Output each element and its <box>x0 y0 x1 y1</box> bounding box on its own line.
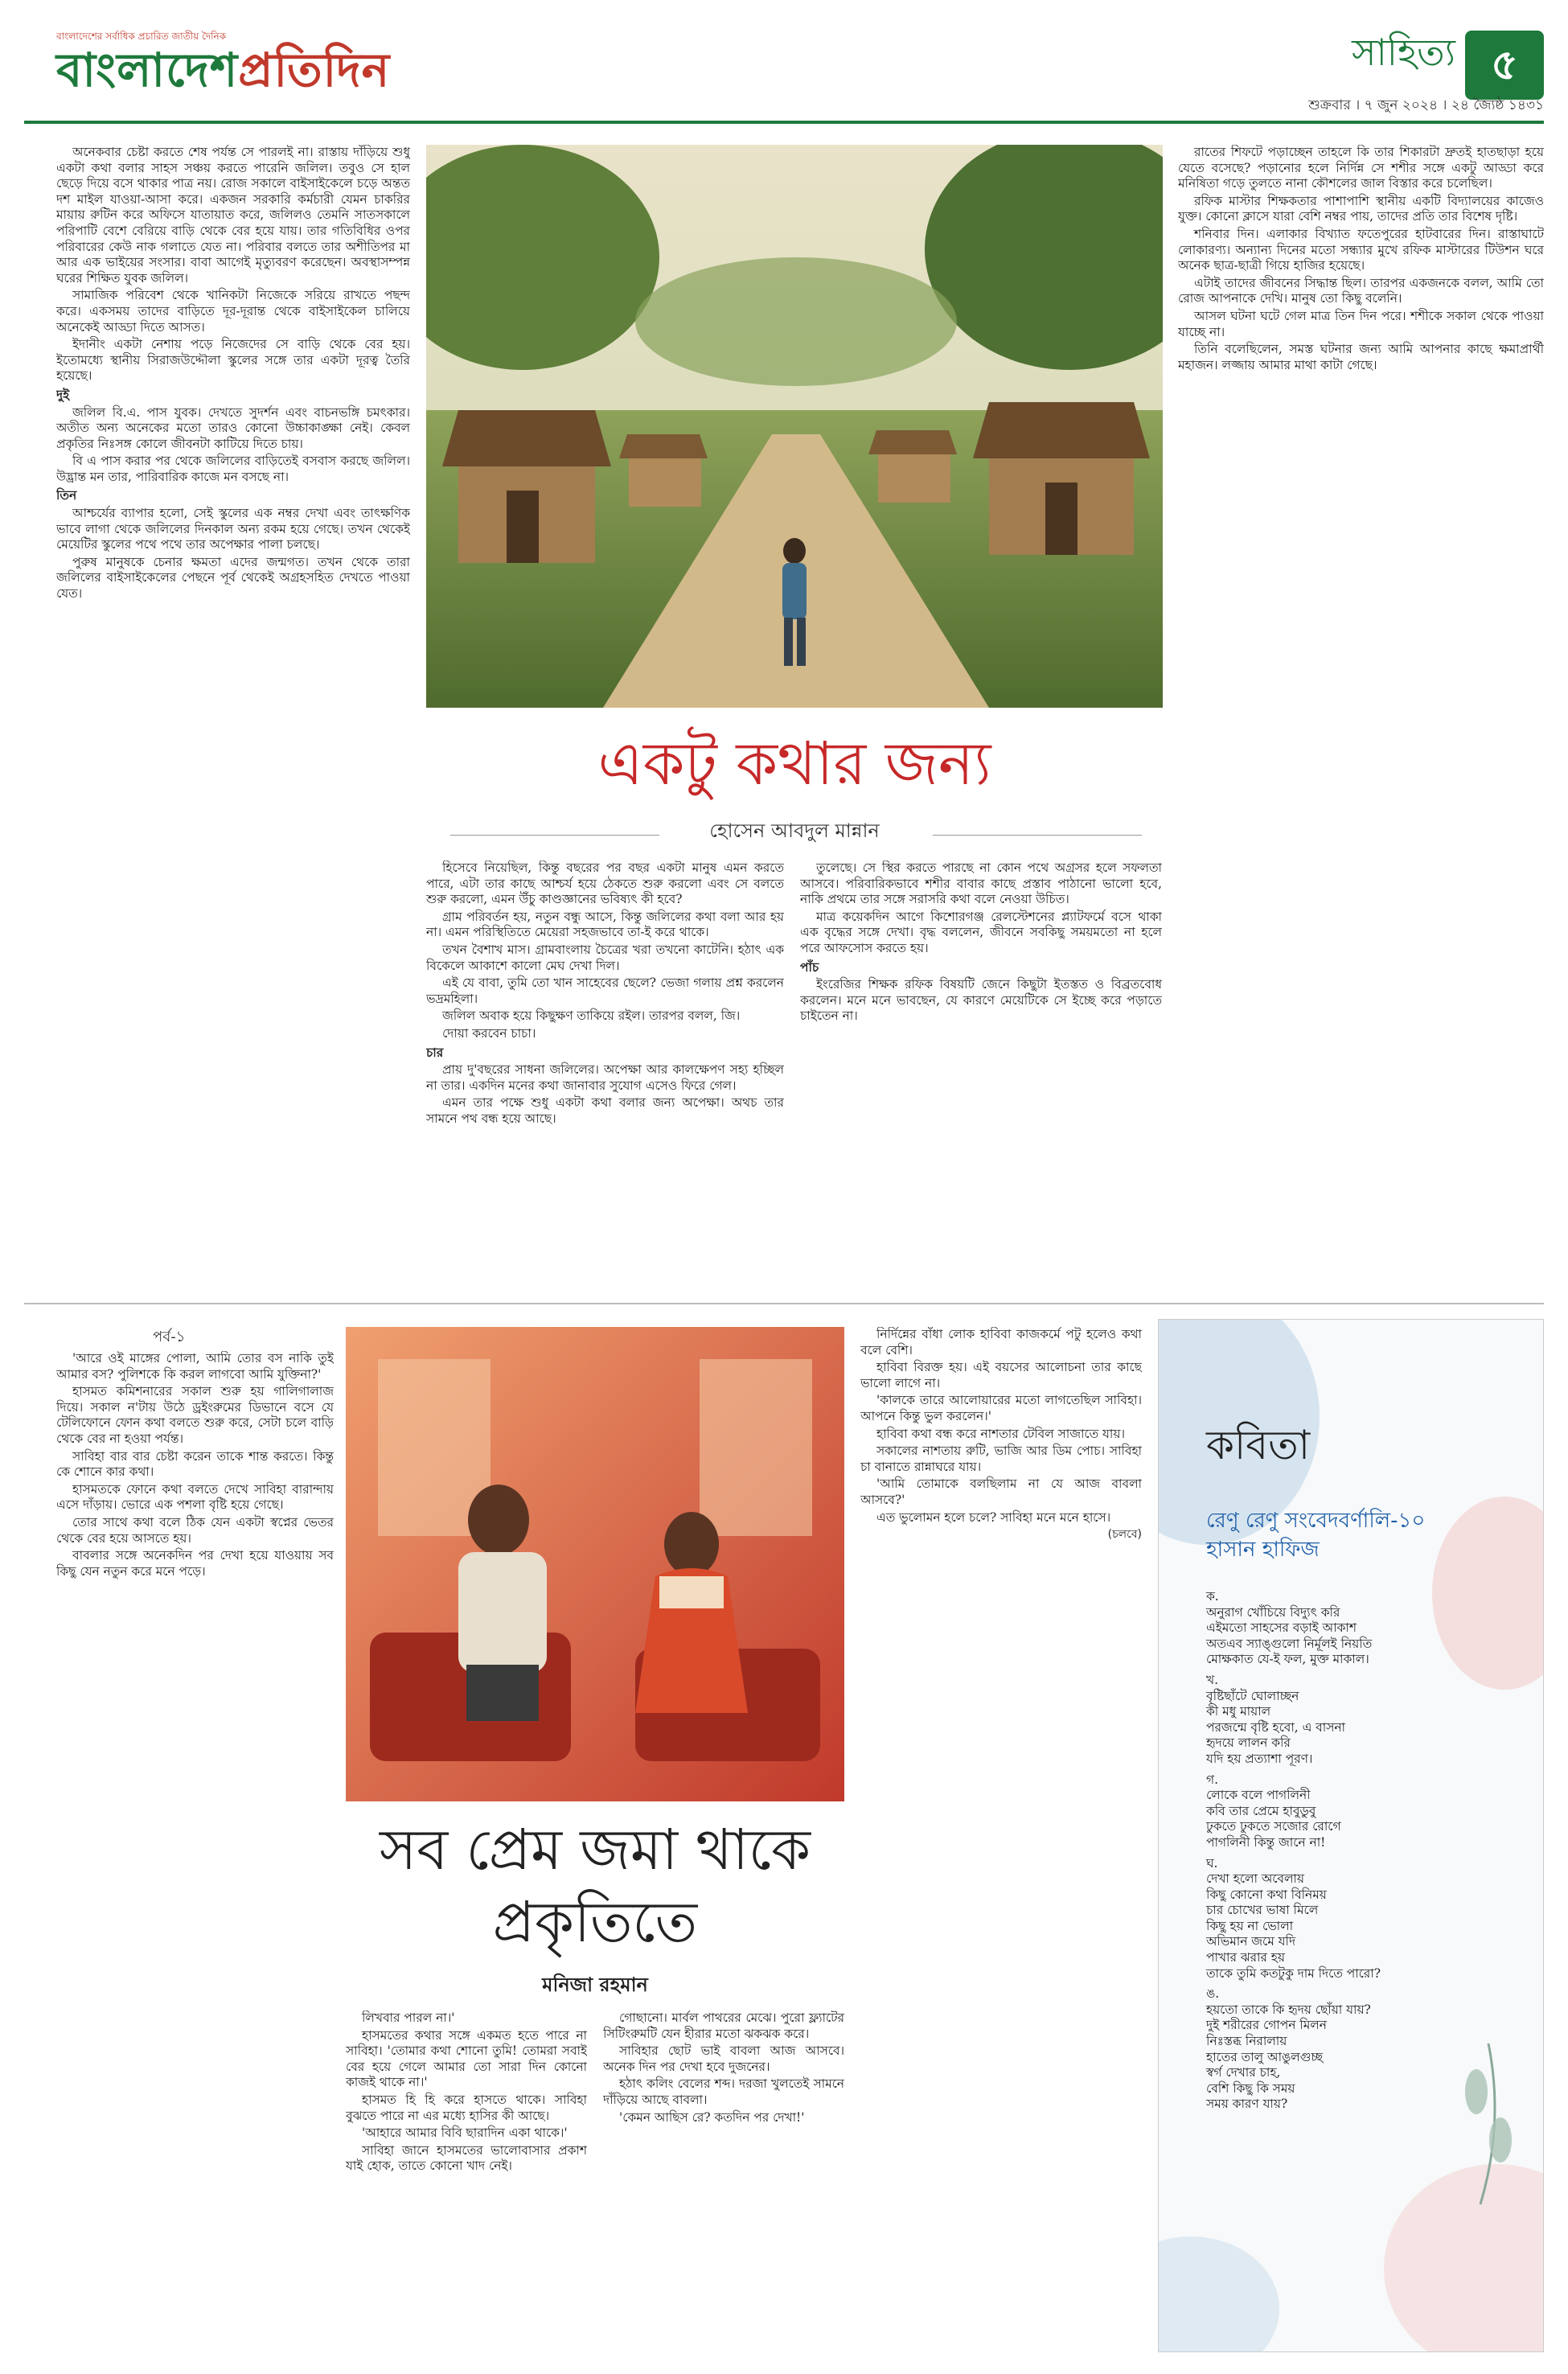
logo-part-2: প্রতিদিন <box>238 43 391 97</box>
story2-paragraph: 'আরে ওই মাঙ্গের পোলা, আমি তোর বস নাকি তুই আমার বস? পুলিশকে কি করল লাগবো আমি যুক্তিনা?' <box>56 1351 334 1382</box>
story2-paragraph: হাবিবা বিরক্ত হয়। এই বয়সের আলোচনা তার কাছে ভালো লাগে না। <box>860 1360 1142 1390</box>
story1-paragraph: ইংরেজির শিক্ষক রফিক বিষয়টি জেনে কিছুটা ইতস্তত ও বিব্রতবোধ করলেন। মনে মনে ভাবছেন, যে কারণে মেয়েটিকে সে ইচ্ছে করে পড়াতে চাইতেন না। <box>800 977 1162 1024</box>
poem-line: অনুরাগ খোঁচিয়ে বিদ্যুৎ করি <box>1206 1604 1340 1620</box>
logo-tagline: বাংলাদেশের সর্বাধিক প্রচারিত জাতীয় দৈনিক <box>56 31 227 42</box>
author-rule-right <box>933 835 1142 836</box>
story1-author: হোসেন আবদুল মান্নান <box>709 819 880 842</box>
logo-part-1: বাংলাদেশ <box>56 43 239 97</box>
poem-line: নিঃস্তব্ধ নিরালায় <box>1206 2034 1287 2049</box>
story1-paragraph: হিসেবে নিয়েছিল, কিন্তু বছরের পর বছর একটা মানুষ এমন করতে পারে, এটা তার কাছে আশ্চর্য হয়ে ঠেকতে শুরু করলো এবং সে বলতে শুরু করলো, এমন উঁচু কাণ্ডজ্ঞানের ভবিষ্যৎ কী হবে? <box>426 860 784 907</box>
poem-line: ঢুকতে ঢুকতে সজোর রোগে <box>1206 1819 1341 1834</box>
dateline: শুক্রবার । ৭ জুন ২০২৪ । ২৪ জ্যৈষ্ঠ ১৪৩১ <box>1308 97 1544 113</box>
story2-column-4 <box>860 1327 1142 2352</box>
story2-paragraph: সাবিহা জানে হাসমতের ভালোবাসার প্রকাশ যাই হোক, তাতে কোনো খাদ নেই। <box>346 2142 587 2174</box>
stanza-label: ঘ. <box>1206 1855 1218 1871</box>
story1-paragraph: সামাজিক পরিবেশ থেকে খানিকটা নিজেকে সরিয়ে রাখতে পছন্দ করে। একসময় তাদের বাড়িতে দূর-দূরান্ত থেকে বাইসাইকেল চালিয়ে অনেকেই আড্ডা দিতে আসত। <box>56 288 410 335</box>
poem-line: পাখার ঝরার হয় <box>1206 1950 1285 1965</box>
poem-line: হৃদয়ে লালন করি <box>1206 1735 1291 1751</box>
poem-line: কবি তার প্রেমে হাবুডুবু <box>1206 1803 1316 1818</box>
story1-paragraph: আসল ঘটনা ঘটে গেল মাত্র তিন দিন পরে। শশীকে সকাল থেকে পাওয়া যাচ্ছে না। <box>1178 308 1544 339</box>
poem-line: হয়তো তাকে কি হৃদয় ছোঁয়া যায়? <box>1206 2002 1371 2017</box>
story2-paragraph: সাবিহার ছোট ভাই বাবলা আজ আসবে। অনেক দিন পর দেখা হবে দুজনের। <box>603 2043 844 2074</box>
story1-column-mid <box>426 860 784 1287</box>
story1-paragraph: অনেকবার চেষ্টা করতে শেষ পর্যন্ত সে পারলই না। রাস্তায় দাঁড়িয়ে শুধু একটা কথা বলার সাহস সঞ্চয় করতে পারেনি জলিল। তবুও সে হাল ছেড়ে দিয়ে বসে থাকার পাত্র নয়। রোজ সকালে বাইসাইকেলে চড়ে অন্তত দশ মাইল যাওয়া-আসা করে। একজন সরকারি কর্মচারী যেমন চাকরির মায়ায় রুটিন করে অফিসে যাতায়াত করে, জলিলও তেমনি সাতসকালে পরিপাটি বেশে বেরিয়ে বাড়ি থেকে বের হয়ে যায়। তার গতিবিধির ওপর পরিবারের কেউ নাক গলাতে যেত না। পরিবার বলতে তার অশীতিপর মা আর এক ভাইয়ের সংসার। বাবা আগেই মৃত্যুবরণ করেছেন। অবস্থাসম্পন্ন ঘরের শিক্ষিত যুবক জলিল। <box>56 145 410 285</box>
section-separator <box>24 1303 1544 1304</box>
story2-column-3 <box>603 2011 844 2352</box>
poem-line: অভিমান জমে যদি <box>1206 1934 1296 1949</box>
poem-line: হাতের তালু আঙুলগুচ্ছ <box>1206 2049 1323 2064</box>
story1-paragraph: পুরুষ মানুষকে চেনার ক্ষমতা এদের জন্মগত। তখন থেকে তারা জলিলের বাইসাইকেলের পেছনে পূর্ব থেকেই অগ্রহসহিত দেখতে পাওয়া যেত। <box>56 554 410 602</box>
story1-column-right <box>1178 145 1544 1287</box>
continued-marker: (চলবে) <box>1107 1528 1142 1542</box>
story1-title: একটু কথার জন্য <box>597 729 991 799</box>
poem-body <box>1206 1584 1496 2324</box>
story1-column-left <box>56 145 410 1287</box>
story2-title: সব প্রেম জমা থাকে প্রকৃতিতে <box>380 1817 811 1955</box>
section-name: সাহিত্য <box>1352 31 1455 74</box>
story1-paragraph: রাতের শিফটে পড়াচ্ছেন তাহলে কি তার শিকারটা দ্রুতই হাতছাড়া হয়ে যেতে বসেছে? পড়ানোর হলে নির্দিন্ন সে শশীর সঙ্গে একটু আড্ডা করে মনিষিতা গড়ে তুলতে নানা কৌশলের জাল বিস্তার করে চলেছিল। <box>1178 145 1544 191</box>
story1-paragraph: তখন বৈশাখ মাস। গ্রামবাংলায় চৈত্রের খরা তখনো কাটেনি। হঠাৎ এক বিকেলে আকাশে কালো মেঘ দেখা দিল। <box>426 942 784 973</box>
story1-subheading: চার <box>426 1045 444 1060</box>
stanza-label: গ. <box>1206 1772 1218 1787</box>
story1-subheading: তিন <box>56 488 77 503</box>
story1-paragraph: দোয়া করবেন চাচা। <box>442 1025 536 1041</box>
story2-paragraph: 'কেমন আছিস রে? কতদিন পর দেখা!' <box>619 2109 805 2125</box>
story1-paragraph: ইদানীং একটা নেশায় পড়ে নিজেদের সে বাড়ি থেকে বের হয়। ইতোমধ্যে স্থানীয় সিরাজউদ্দৌলা স্কুলের সঙ্গে তার একটা দূরত্ব তৈরি হয়েছে। <box>56 337 410 384</box>
masthead-rule <box>24 121 1544 124</box>
poem-line: লোকে বলে পাগলিনী <box>1206 1788 1311 1803</box>
story1-paragraph: বি এ পাস করার পর থেকে জলিলের বাড়িতেই বসবাস করছে জলিল। উদ্ভ্রান্ত মন তার, পারিবারিক কাজে মন বসছে না। <box>56 454 410 484</box>
story1-illustration <box>426 145 1163 708</box>
story2-paragraph: হাসমতকে ফোনে কথা বলতে দেখে সাবিহা বারান্দায় এসে দাঁড়ায়। ভোরে এক পশলা বৃষ্টি হয়ে গেছে। <box>56 1481 334 1513</box>
story2-paragraph: হাসমতের কথার সঙ্গে একমত হতে পারে না সাবিহা। 'তোমার কথা শোনো তুমি! তোমরা সবাই বের হয়ে গেলে আমার তো সারা দিন কোনো কাজই থাকে না।' <box>346 2027 587 2090</box>
poem-line: সময় কারণ যায়? <box>1206 2097 1288 2112</box>
story2-paragraph: নির্দিন্নের বাঁধা লোক হাবিবা কাজকর্মে পটু হলেও কথা বলে বেশি। <box>860 1327 1142 1357</box>
poem-line: বৃষ্টিছাঁটে ঘোলাচ্ছন <box>1206 1688 1299 1703</box>
story2-paragraph: লিখবার পারল না।' <box>362 2011 455 2025</box>
stanza-label: ক. <box>1206 1589 1219 1604</box>
story1-paragraph: মাত্র কয়েকদিন আগে কিশোরগঞ্জ রেলস্টেশনের প্ল্যাটফর্মে বসে থাকা এক বৃদ্ধের সঙ্গে দেখা। বৃদ্ধ বললেন, জীবনে সবকিছু সময়মতো না হলে পরে আফসোস করতে হয়। <box>800 909 1162 955</box>
story1-paragraph: আশ্চর্যের ব্যাপার হলো, সেই স্কুলের এক নম্বর দেখা এবং তাৎক্ষণিক ভাবে লাগা থেকে জলিলের দিনকাল অন্য রকম হয়ে গেছে। তখন থেকেই মেয়েটির স্কুলের পথে পথে তার অপেক্ষার পালা চলছে। <box>56 506 410 552</box>
story2-column-1 <box>56 1351 334 2352</box>
story2-paragraph: 'আমি তোমাকে বলছিলাম না যে আজ বাবলা আসবে?' <box>860 1477 1142 1507</box>
story2-column-2 <box>346 2011 587 2352</box>
logo-wordmark <box>56 42 410 98</box>
story1-column-mid-right <box>800 860 1162 1287</box>
poem-line: কিছু হয় না ভোলা <box>1206 1918 1294 1933</box>
story1-paragraph: তিনি বলেছিলেন, সমস্ত ঘটনার জন্য আমি আপনার কাছে ক্ষমাপ্রার্থী মহাজন। লজ্জায় আমার মাথা কাটা গেছে। <box>1178 342 1544 372</box>
poem-line: দেখা হলো অবেলায় <box>1206 1871 1304 1887</box>
story2-paragraph: সাবিহা বার বার চেষ্টা করেন তাকে শান্ত করতে। কিন্তু কে শোনে কার কথা। <box>56 1448 334 1480</box>
story1-paragraph: এমন তার পক্ষে শুধু একটা কথা বলার জন্য অপেক্ষা। অথচ তার সামনে পথ বন্ধ হয়ে আছে। <box>426 1095 784 1126</box>
poem-line: পরজন্মে বৃষ্টি হবো, এ বাসনা <box>1206 1719 1346 1735</box>
story1-paragraph: এটাই তাদের জীবনের সিদ্ধান্ত ছিল। তারপর একজনকে বলল, আমি তো রোজ আপনাকে দেখি। মানুষ তো কিছু বলেনি। <box>1178 275 1544 306</box>
page-number-badge: ৫ <box>1465 31 1544 100</box>
story2-paragraph: তোর সাথে কথা বলে ঠিক যেন একটা স্বপ্নের ভেতর থেকে বের হয়ে আসতে হয়। <box>56 1514 334 1546</box>
poem-poet: হাসান হাফিজ <box>1206 1538 1320 1562</box>
story1-paragraph: জলিল বি.এ. পাস যুবক। দেখতে সুদর্শন এবং বাচনভঙ্গি চমৎকার। অতীত অন্য অনেকের মতো তারও কোনো উচ্চাকাঙ্ক্ষা নেই। কেবল প্রকৃতির নিঃসঙ্গ কোলে জীবনটা কাটিয়ে দিতে চায়। <box>56 405 410 451</box>
story2-paragraph: 'আহারে আমার বিবি ছারাদিন একা থাকে।' <box>362 2126 568 2141</box>
story2-part-label: পর্ব-১ <box>153 1329 186 1345</box>
story1-paragraph: গ্রাম পরিবর্তন হয়, নতুন বন্ধু আসে, কিন্তু জলিলের কথা বলা আর হয় না। এমন পরিস্থিতিতে মেয়েরা সহজভাবে তা-ই করে থাকে। <box>426 909 784 940</box>
stanza-label: ঙ. <box>1206 1986 1220 2002</box>
poem-line: কী মধু মায়াল <box>1206 1704 1271 1719</box>
story1-paragraph: শনিবার দিন। এলাকার বিখ্যাত ফতেপুরের হাটবারের দিন। রাস্তাঘাটে লোকারণ্য। অন্যান্য দিনের মতো সন্ধ্যার মুখে রফিক মাস্টারের টিউশন ঘরে অনেক ছাত্র-ছাত্রী গিয়ে হাজির হয়েছে। <box>1178 226 1544 273</box>
newspaper-logo <box>56 31 410 119</box>
story2-paragraph: হাসমত কমিশনারের সকাল শুরু হয় গালিগালাজ দিয়ে। সকাল ন'টায় উঠে ড্রইংরুমের ডিভানে বসে যে টেলিফোনে ফোন কথা বলতে শুরু করে, সেটা চলে বাড়ি থেকে বের না হওয়া পর্যন্ত। <box>56 1384 334 1446</box>
poem-line: পাগলিনী কিন্তু জানে না! <box>1206 1834 1326 1850</box>
story1-paragraph: তুলেছে। সে স্থির করতে পারছে না কোন পথে অগ্রসর হলে সফলতা আসবে। পরিবারিকভাবে শশীর বাবার কাছে প্রস্তাব পাঠানো ভালো হবে, নাকি প্রথমে তার সঙ্গে সরাসরি কথা বলে নেওয়া উচিত। <box>800 860 1162 907</box>
story1-paragraph: জলিল অবাক হয়ে কিছুক্ষণ তাকিয়ে রইল। তারপর বলল, জি। <box>442 1008 741 1024</box>
story2-paragraph: এত ভুলোমন হলে চলে? সাবিহা মনে মনে হাসে। <box>876 1509 1111 1525</box>
poem-line: মোক্ষকাত যে-ই ফল, মুক্ত মাকাল। <box>1206 1652 1369 1667</box>
story2-paragraph: গোছানো। মার্বল পাথরের মেঝে। পুরো ফ্ল্যাটের সিটিংরুমটি যেন হীরার মতো ঝকঝক করে। <box>603 2011 844 2041</box>
story2-author: মনিজা রহমান <box>542 1974 648 1996</box>
story2-paragraph: হাসমত হি হি করে হাসতে থাকে। সাবিহা বুঝতে পারে না এর মধ্যে হাসির কী আছে। <box>346 2092 587 2123</box>
story2-paragraph: হাবিবা কথা বন্ধ করে নাশতার টেবিল সাজাতে যায়। <box>876 1426 1125 1441</box>
poem-line: এইমতো সাহসের বড়াই আকাশ <box>1206 1620 1357 1636</box>
poem-line: বেশি কিছু কি সময় <box>1206 2080 1295 2096</box>
story1-subheading: পাঁচ <box>800 959 819 975</box>
story2-paragraph: 'কালকে তারে আলোয়ারের মতো লাগতেছিল সাবিহা। আপনে কিন্তু ভুল করলেন।' <box>860 1393 1142 1423</box>
story2-paragraph: হঠাৎ কলিং বেলের শব্দ। দরজা খুলতেই সামনে দাঁড়িয়ে আছে বাবলা। <box>603 2076 844 2107</box>
story2-paragraph: বাবলার সঙ্গে অনেকদিন পর দেখা হয়ে যাওয়ায় সব কিছু যেন নতুন করে মনে পড়ে। <box>56 1548 334 1579</box>
poem-line: অতএব স্যাঙ্গুলো নির্মূলই নিয়তি <box>1206 1636 1373 1651</box>
story1-paragraph: এই যে বাবা, তুমি তো খান সাহেবের ছেলে? ভেজা গলায় প্রশ্ন করলেন ভদ্রমহিলা। <box>426 975 784 1006</box>
poem-line: যদি হয় প্রত্যাশা পূরণ। <box>1206 1751 1313 1766</box>
stanza-label: খ. <box>1206 1672 1218 1687</box>
story1-paragraph: প্রায় দু'বছরের সাধনা জলিলের। অপেক্ষা আর কালক্ষেপণ সহ্য হচ্ছিল না তার। একদিন মনের কথা জানাবার সুযোগ এসেও ফিরে গেল। <box>426 1062 784 1093</box>
poem-line: কিছু কোনো কথা বিনিময় <box>1206 1887 1327 1902</box>
poem-section-heading: কবিতা <box>1206 1422 1311 1468</box>
poem-line: তাকে তুমি কতটুকু দাম দিতে পারো? <box>1206 1965 1381 1981</box>
poem-title: রেণু রেণু সংবেদবর্ণালি-১০ <box>1206 1509 1426 1533</box>
poem-line: চার চোখের ভাষা মিলে <box>1206 1903 1319 1918</box>
story2-illustration <box>346 1327 844 1801</box>
poem-line: স্বর্গ দেখার চাহ, <box>1206 2065 1281 2080</box>
story1-subheading: দুই <box>56 387 70 402</box>
story1-paragraph: রফিক মাস্টার শিক্ষকতার পাশাপাশি স্থানীয় একটি বিদ্যালয়ের কাজেও যুক্ত। কোনো ক্লাসে যারা বেশি নম্বর পায়, তাদের প্রতি তার বিশেষ দৃষ্টি। <box>1178 193 1544 224</box>
story2-paragraph: সকালের নাশতায় রুটি, ভাজি আর ডিম পোচ। সাবিহা চা বানাতে রান্নাঘরে যায়। <box>860 1444 1142 1474</box>
poem-line: দুই শরীরের গোপন মিলন <box>1206 2018 1327 2033</box>
